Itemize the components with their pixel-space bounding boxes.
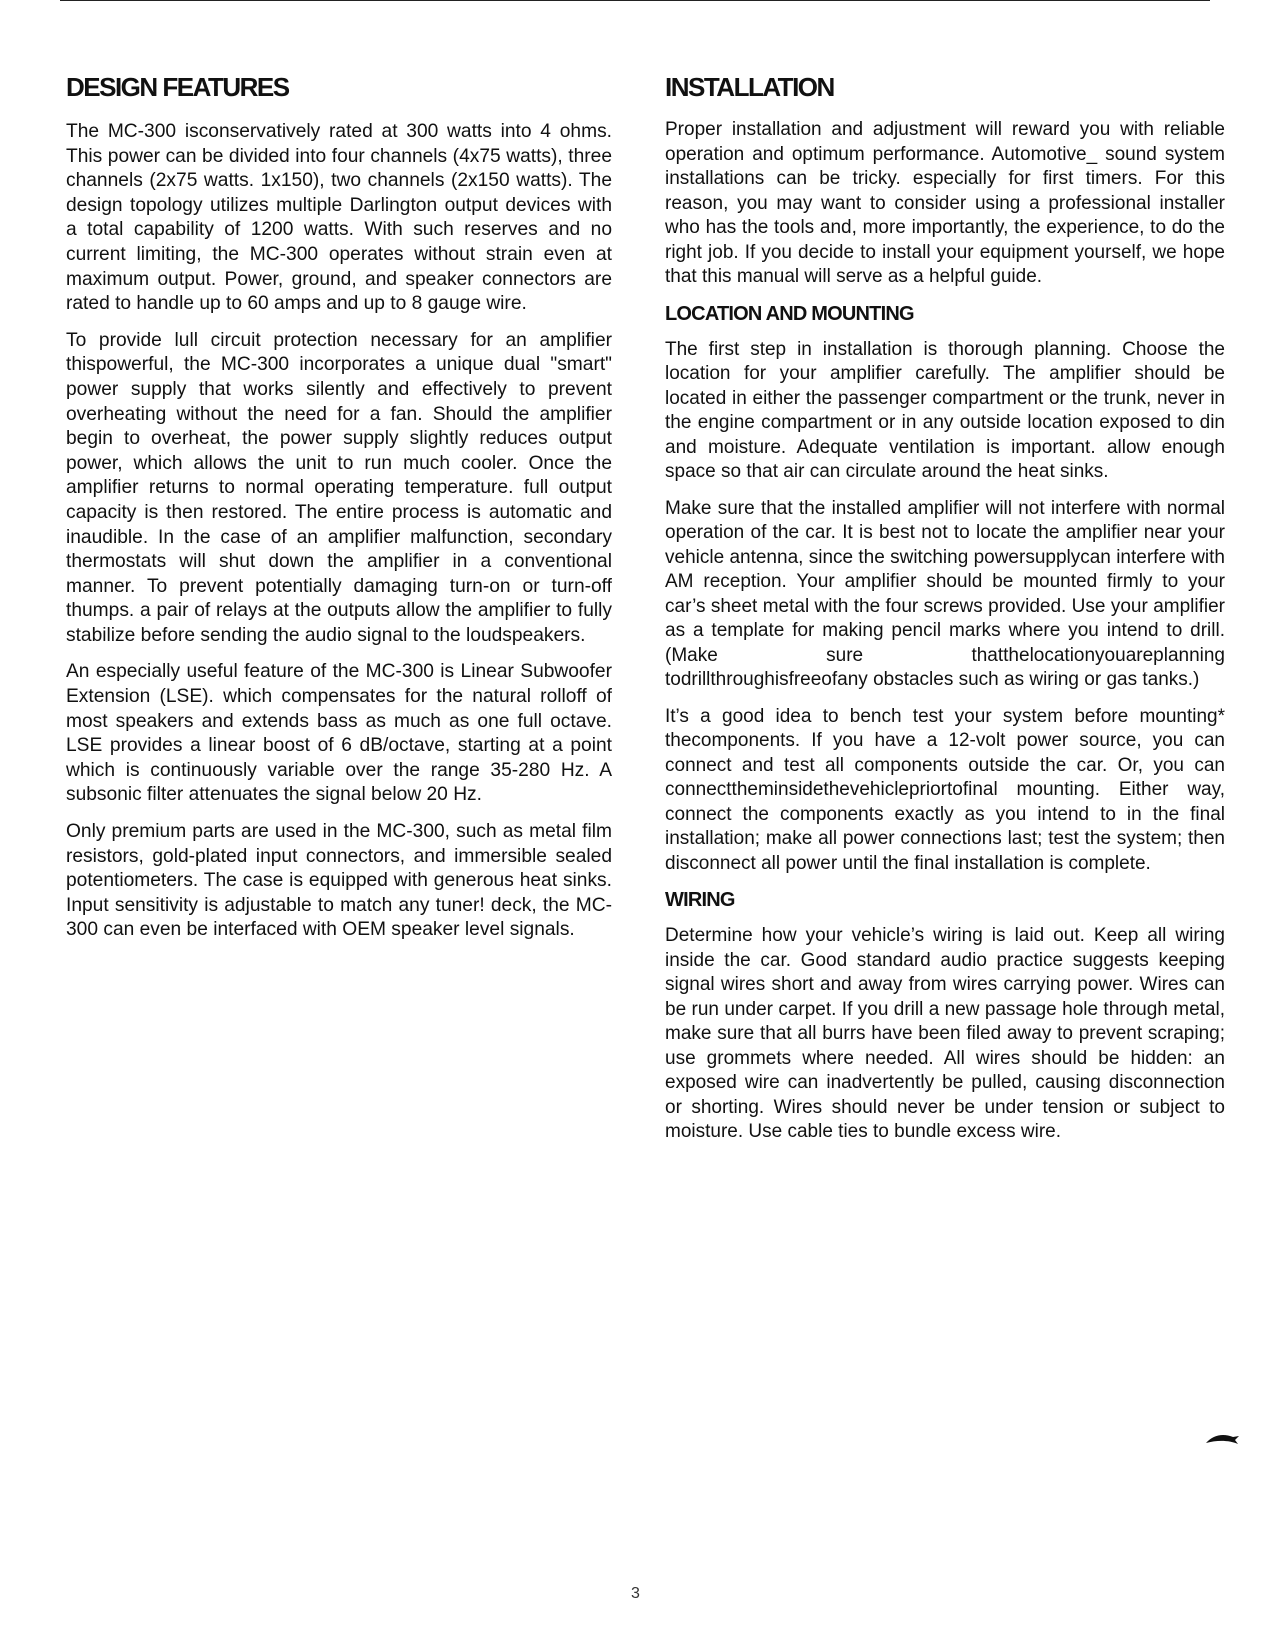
design-features-column [66, 72, 612, 955]
design-features-paragraph-1: The MC-300 isconservatively rated at 300 watts into 4 ohms. This power can be divided into four channels (4x75 watts), three channels (2x75 watts. 1x150), two channels (2x150 watts). The design topology utilizes multiple Darlington output devices with a total capability of 1200 watts. With such reserves and no current limiting, the MC-300 operates without strain even at maximum output. Power, ground, and speaker connectors are rated to handle up to 60 amps and up to 8 gauge wire. [66, 121, 612, 315]
location-mounting-heading: LOCATION AND MOUNTING [665, 302, 914, 325]
installation-intro-paragraph: Proper installation and adjustment will reward you with reliable operation and optimum performance. Automotive_ sound system installations can be tricky. especially for first timers. For this reason, you may want to consider using a professional installer who has the tools and, more importantly, the experience, to do the right job. If you decide to install your equipment yourself, we hope that this manual will serve as a helpful guide. [665, 119, 1225, 287]
location-paragraph-2: Make sure that the installed amplifier will not interfere with normal operation of the car. It is best not to locate the amplifier near your vehicle antenna, since the switching powersupplycan interfere with AM reception. Your amplifier should be mounted firmly to your car’s sheet metal with the four screws provided. Use your amplifier as a template for making pencil marks where you intend to drill. (Make sure thatthelocationyouareplanning todrillthroughisfreeofany obstacles such as wiring or gas tanks.) [665, 497, 1225, 690]
design-features-heading: DESIGN FEATURES [66, 72, 289, 102]
wiring-heading: WIRING [665, 889, 735, 911]
wiring-paragraph: Determine how your vehicle’s wiring is laid out. Keep all wiring inside the car. Good standard audio practice suggests keeping signal wires short and away from wires carrying power. Wires can be run under carpet. If you drill a new passage hole through metal, make sure that all burrs have been filed away to prevent scraping; use grommets where needed. All wires should be hidden: an exposed wire can inadvertently be pulled, causing disconnection or shorting. Wires should never be under tension or subject to moisture. Use cable ties to bundle excess wire. [665, 925, 1225, 1142]
corner-mark-icon [1205, 1432, 1241, 1446]
location-paragraph-1: The first step in installation is thorough planning. Choose the location for your amplifier carefully. The amplifier should be located in either the passenger compartment or the trunk, never in the engine compartment or in any outside location exposed to din and moisture. Adequate ventilation is important. allow enough space so that air can circulate around the heat sinks. [665, 338, 1225, 482]
installation-column [665, 72, 1225, 1157]
installation-heading: INSTALLATION [665, 72, 834, 102]
location-paragraph-3: It’s a good idea to bench test your system before mounting* thecomponents. If you have a 12-volt power source, you can connect and test all components outside the car. Or, you can connecttheminsidethevehiclepriortofinal mounting. Either way, connect the components exactly as you intend to in the final installation; make all power connections last; test the system; then disconnect all power until the final installation is complete. [665, 705, 1225, 874]
top-rule [60, 0, 1210, 1]
page-number: 3 [631, 1585, 640, 1602]
design-features-paragraph-2: To provide lull circuit protection necessary for an amplifier thispowerful, the MC-300 incorporates a unique dual "smart" power supply that works silently and effectively to prevent overheating without the need for a fan. Should the amplifier begin to overheat, the power supply slightly reduces output power, which allows the unit to run much cooler. Once the amplifier returns to normal operating temperature. full output capacity is then restored. The entire process is automatic and inaudible. In the case of an amplifier malfunction, secondary thermostats will shut down the amplifier in a conventional manner. To prevent potentially damaging turn-on or turn-off thumps. a pair of relays at the outputs allow the amplifier to fully stabilize before sending the audio signal to the loudspeakers. [66, 329, 612, 646]
design-features-paragraph-3: An especially useful feature of the MC-300 is Linear Subwoofer Extension (LSE). which compensates for the natural rolloff of most speakers and extends bass as much as one full octave. LSE provides a linear boost of 6 dB/octave, starting at a point which is continuously variable over the range 35-280 Hz. A subsonic filter attenuates the signal below 20 Hz. [66, 661, 612, 806]
design-features-paragraph-4: Only premium parts are used in the MC-300, such as metal film resistors, gold-plated input connectors, and immersible sealed potentiometers. The case is equipped with generous heat sinks. Input sensitivity is adjustable to match any tuner! deck, the MC-300 can even be interfaced with OEM speaker level signals. [66, 821, 612, 941]
